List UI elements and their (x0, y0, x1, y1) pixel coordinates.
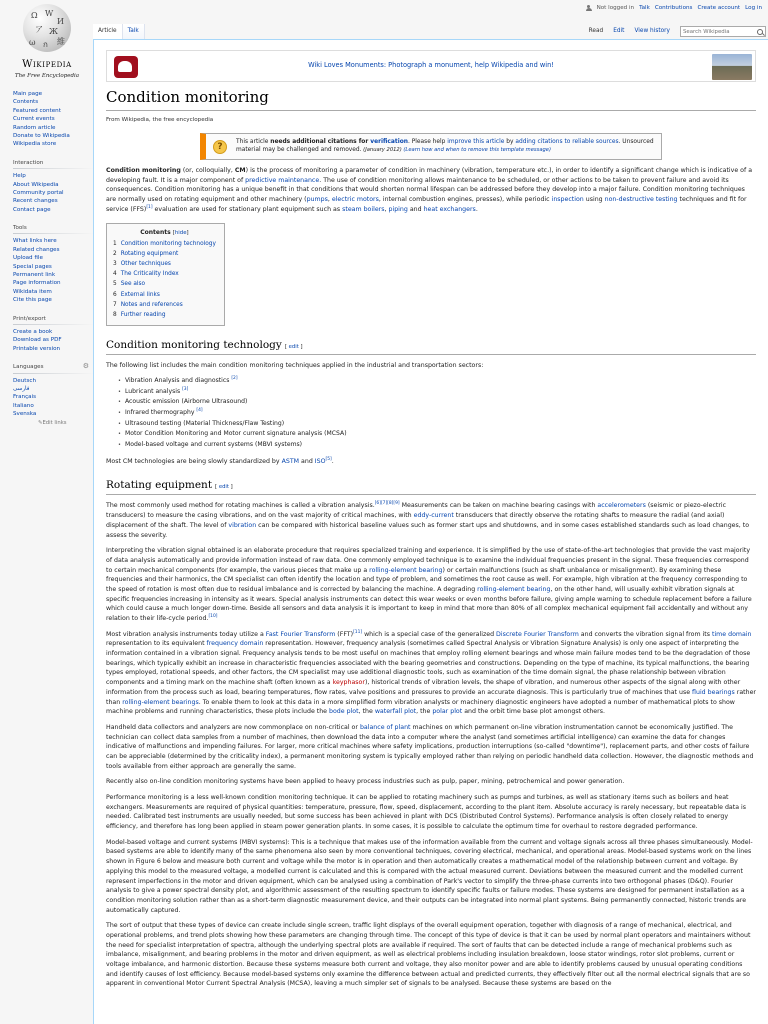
text: , (384, 205, 389, 213)
pencil-icon: ✎ (38, 419, 43, 426)
not-logged-in-label: Not logged in (596, 5, 635, 11)
list-item (118, 408, 756, 419)
section-title: Rotating equipment (106, 479, 213, 492)
text: ), historical trends of vibration levels, the shape of vibration, and numerous other aspects of the signal along with other information from the process such as load, bearing temperatures, flow rates, valve positions and pressures to provide an accurate diagnosis. This is particularly true of machines that use (106, 679, 741, 696)
toc-item[interactable] (113, 259, 216, 269)
section-edit[interactable]: [ edit ] (284, 344, 303, 351)
accelerometers-link[interactable]: accelerometers (597, 502, 646, 510)
sidebar-item-help[interactable]: Help (13, 173, 26, 180)
rotating-paragraph-6: Performance monitoring is a less well-known condition monitoring technique. It can be applied to rotating machinery such as pumps and turbines, as well as stationary items such as boilers and heat exchangers. Measurements are required of physical quantities: temperature, pressure, flow, speed, displacement, according to the plant item. Absolute accuracy is rarely necessary, but repeatable data is needed. Calibrated test instruments are usually needed, but some success has been achieved in plant with DCS (Distributed Control Systems). Performance analysis is often closely related to energy efficiency, and therefore has long been applied in steam power generation plants. In some cases, it is possible to calculate the optimum time for overhaul to restore degraded performance. (106, 794, 747, 831)
sidebar-item-permanent-link[interactable]: Permanent link (13, 272, 56, 279)
section-lead: The following list includes the main condition monitoring techniques applied in the industrial and transportation sectors: (106, 362, 484, 370)
sidebar-item-main-page[interactable]: Main page (13, 91, 43, 97)
bold-term: CM (234, 166, 246, 174)
text: (FFT) (335, 630, 354, 638)
text: can be compared with historical baseline values such as former start ups and shutdowns, and in some cases established standards such as load changes, to assess the severity. (106, 521, 750, 539)
text: Interpreting the vibration signal obtained is an elaborate procedure that requires specialized training and experience. It is simplified by the use of state-of-the-art technologies that provide the vast majority of data analysis automatically and provide information instead of raw data. One commonly employed technique is to examine the individual frequencies present in the signal. These frequencies correspond to certain mechanical components (for example, the various pieces that make up a (106, 547, 751, 574)
notice-text: by (504, 138, 516, 145)
piping-link[interactable]: piping (388, 205, 408, 213)
eddy-current-link[interactable]: eddy-current (413, 512, 454, 520)
print-export-heading: Print/export (13, 315, 94, 325)
list-item (118, 376, 756, 387)
sidebar-item-what-links-here[interactable]: What links here (13, 238, 57, 245)
section-title: Condition monitoring technology (106, 339, 282, 352)
list-item-text: Vibration Analysis and diagnostics (124, 376, 230, 384)
languages-heading-label: Languages (13, 364, 44, 371)
toc-number: 6 (113, 291, 117, 298)
sidebar-item-download-pdf[interactable]: Download as PDF (13, 337, 62, 344)
user-icon (586, 5, 592, 11)
steam-boilers-link[interactable]: steam boilers (342, 205, 385, 213)
toc-link[interactable]: Other techniques (120, 261, 171, 268)
sidebar-navigation (13, 90, 94, 149)
text: using (583, 196, 605, 204)
time-domain-link[interactable]: time domain (712, 630, 752, 638)
text: , internal combustion engines, presses), while periodic (378, 196, 552, 204)
text: machines on which permanent on-line vibration instrumentation cannot be economically justified. The technician can collect data samples from a number of machines, then download the data into a computer where the analyst (and sometimes artificial intelligence) can examine the data for changes indicative of malfunctions and impending failures. For larger, more critical machines where safety implications, production interruptions (so-called "downtime"), replacement parts, and other costs of failure can be appreciable (determined by the criticality index), a permanent monitoring system is typically employed rather than relying on periodic handheld data collection. However, the diagnostic methods and tools available from either approach are generally the same. (106, 723, 754, 770)
text: techniques and fit for service (FFS) (106, 196, 747, 213)
search-box (680, 26, 766, 37)
reference-link[interactable]: [1] (146, 204, 153, 210)
pumps-link[interactable]: pumps (306, 196, 328, 204)
tab-read[interactable]: Read (588, 28, 604, 34)
sidebar-item-page-information[interactable]: Page information (13, 280, 61, 287)
text: , the (416, 708, 433, 716)
sidebar-item-special-pages[interactable]: Special pages (13, 263, 52, 270)
toc-hide-link[interactable]: hide (174, 230, 187, 237)
tab-view-history[interactable]: View history (634, 28, 670, 34)
sidebar-item-featured-content[interactable]: Featured content (13, 107, 61, 114)
reference-link[interactable]: [10] (208, 613, 218, 619)
language-svenska[interactable]: Svenska (13, 411, 37, 418)
toc-number: 3 (113, 261, 117, 268)
text: , on the other hand, will usually exhibit vibration signals at specific frequencies increasing in intensity as it wears. Special analysis instruments can detect this wear weeks or even months before failure, giving ample warning to schedule replacement before a failure which could cause a much longer down-time. Beside all sensors and data analysis it is important to keep in mind that more than 80% of all complex mechanical equipment fail accidentally and without any relation to their life-cycle period. (106, 585, 752, 623)
text: Most vibration analysis instruments today utilize a (106, 630, 266, 638)
list-item (118, 387, 756, 398)
bold-term: Condition monitoring (106, 166, 181, 174)
globe-icon: Ω W И ア Ж ω ก 維 (23, 4, 71, 52)
notice-text: . Please help (407, 138, 448, 145)
list-item (118, 429, 756, 440)
list-item-text: Lubricant analysis (124, 387, 181, 395)
rotating-paragraph-5: Recently also on-line condition monitoring systems have been applied to heavy process industries such as pulp, paper, mining, petrochemical and power generation. (106, 778, 625, 786)
text: . To enable them to look at this data in a more simplified form vibration analysts or machinery diagnostic engineers have adopted a number of mathematical plots to show machine problems and running characteristics, these plots include the (106, 698, 735, 716)
rotating-paragraph-3 (106, 630, 756, 717)
gear-icon[interactable]: ⚙ (82, 362, 89, 371)
rotating-paragraph-8: The sort of output that these types of device can create include single screen, traffic light displays of the overall equipment operation, together with diagnosis of a range of mechanical, electrical, and operational problems, and trend plots showing how these parameters are changing through time. The concept of this type of device is that it can be used by normal plant operators and maintainers without the need for specialist interpretation of spectra, although the underlying spectral plots are available if required. The sort of faults that can be detected include a range of mechanical problems such as imbalance, misalignment, and bearing problems in the motor and driven equipment, as well as electrical problems including insulation breakdown, loose stator windings, rotor slot problems, current or voltage imbalance, and harmonic distortion. Because these systems measure both current and voltage, they also monitor power and are able to identify problems caused by unusual operating conditions and identify causes of lost efficiency. Because model-based systems only examine the difference between actual and predicted currents, they effectively filter out all the normal electrical signals that are so apparent in conventional Motor Current Spectral Analysis (MCSA), leaving a much simpler set of signals to be analysed. Because these systems are based on the (106, 922, 751, 988)
toc-link[interactable]: Further reading (120, 311, 166, 318)
section-edit-link[interactable]: edit (218, 484, 229, 491)
reference-link[interactable]: [3] (182, 386, 189, 392)
toc-title-label: Contents (140, 229, 171, 237)
text: representation to its equivalent (106, 640, 207, 648)
text: and the orbit time base plot amongst others. (462, 708, 605, 716)
sidebar-item-create-book[interactable]: Create a book (13, 328, 53, 335)
reference-link[interactable]: [11] (353, 629, 363, 635)
sidebar-item-contact[interactable]: Contact page (13, 206, 51, 213)
sidebar-item-donate[interactable]: Donate to Wikipedia (13, 132, 70, 139)
text: , (327, 196, 332, 204)
sidebar-interaction (13, 159, 94, 214)
page-title: Condition monitoring (106, 87, 756, 111)
toc-item[interactable] (113, 300, 216, 310)
rotating-paragraph-4 (106, 723, 756, 771)
question-book-icon: ? (213, 140, 227, 154)
toc-number: 7 (113, 301, 117, 308)
notice-text: This article (236, 138, 271, 145)
contributions-link[interactable]: Contributions (654, 5, 693, 11)
astm-link[interactable]: ASTM (281, 457, 300, 465)
fft-link[interactable]: Fast Fourier Transform (265, 630, 336, 638)
sidebar-item-recent-changes[interactable]: Recent changes (13, 198, 58, 205)
toc-number: 1 (113, 240, 117, 247)
rolling-element-bearing-link[interactable]: rolling-element bearing (477, 585, 551, 593)
banner-text[interactable]: Wiki Loves Monuments: Photograph a monument, help Wikipedia and win! (308, 61, 554, 70)
inspection-link[interactable]: inspection (551, 196, 584, 204)
verification-link[interactable]: verification (370, 138, 408, 145)
toc-hide-toggle[interactable]: [hide] (172, 230, 189, 237)
section-heading (106, 338, 756, 355)
adding-citations-link[interactable]: adding citations to reliable sources (515, 138, 619, 145)
toc-title (113, 228, 216, 239)
toc-link[interactable]: Condition monitoring technology (120, 240, 216, 247)
keyphasor-link[interactable]: keyphasor (332, 679, 365, 687)
text: . (475, 205, 478, 213)
language-francais[interactable]: Français (13, 394, 37, 401)
create-account-link[interactable]: Create account (697, 5, 741, 11)
list-item-text: Motor Condition Monitoring and Motor current signature analysis (MCSA) (124, 430, 347, 438)
dft-link[interactable]: Discrete Fourier Transform (496, 630, 579, 638)
language-farsi[interactable]: فارسی (13, 385, 30, 392)
text: ) or certain malfunctions (such as shaft unbalance or misalignment). By examining these frequencies and their harmonics, the CM specialist can often identify the location and type of problem, and sometimes the root cause as well. For example, high vibration at the frequency corresponding to the speed of rotation is most often due to residual imbalance and is corrected by balancing the machine. A degrading (106, 566, 748, 593)
toc-item[interactable] (113, 249, 216, 259)
learn-remove-link[interactable]: (Learn how and when to remove this template message) (403, 147, 552, 154)
sidebar-item-printable-version[interactable]: Printable version (13, 345, 61, 352)
text: rather than (106, 688, 756, 706)
rotating-paragraph-1 (106, 501, 756, 540)
namespace-tabs (93, 24, 145, 39)
fluid-bearings-link[interactable]: fluid bearings (692, 688, 735, 696)
view-tabs (584, 24, 766, 39)
edit-links[interactable] (13, 420, 94, 428)
section-edit-link[interactable]: edit (288, 344, 299, 351)
intro-paragraph (106, 166, 756, 214)
sidebar-languages (13, 363, 94, 427)
tab-talk[interactable]: Talk (123, 24, 145, 39)
talk-link[interactable]: Talk (639, 5, 650, 11)
toc-item[interactable] (113, 239, 216, 249)
rolling-element-bearing-link[interactable]: rolling-element bearing (369, 566, 443, 574)
technique-list (118, 376, 756, 451)
logo-wordmark: Wikipedia (22, 59, 72, 70)
text: ) is the process of monitoring a parameter of condition in machinery (vibration, temperature etc.), in order to identify a significant change which is indicative of a developing fault. It is a major component of (106, 166, 753, 184)
list-item (118, 397, 756, 408)
reference-link[interactable]: [2] (231, 375, 238, 381)
language-deutsch[interactable]: Deutsch (13, 377, 37, 384)
language-italiano[interactable]: Italiano (13, 402, 34, 409)
sidebar-item-cite-page[interactable]: Cite this page (13, 297, 52, 304)
waterfall-plot-link[interactable]: waterfall plot (374, 708, 417, 716)
wikipedia-logo[interactable] (0, 0, 94, 90)
text: Measurements can be taken on machine bearing casings with (399, 502, 598, 510)
electric-motors-link[interactable]: electric motors (331, 196, 379, 204)
site-subtitle: From Wikipedia, the free encyclopedia (106, 116, 214, 123)
list-item (118, 440, 756, 451)
text: evaluation are used for stationary plant equipment such as (152, 205, 343, 213)
toc-number: 5 (113, 281, 117, 288)
sidebar-item-related-changes[interactable]: Related changes (13, 246, 60, 253)
text: transducers that directly observe the rotating shafts to measure the radial (and axial) displacement of the shaft. The level of (106, 512, 725, 529)
text: Most CM technologies are being slowly standardized by (106, 457, 282, 465)
edit-links-label: Edit links (42, 419, 67, 426)
toc-link[interactable]: Rotating equipment (120, 251, 179, 258)
text: and (299, 457, 315, 465)
toc-item[interactable] (113, 269, 216, 279)
search-icon[interactable] (757, 29, 763, 35)
toc-number: 2 (113, 251, 117, 258)
text: representation. However, frequency analysis (sometimes called Spectral Analysis or Vibration Signature Analysis) is only one aspect of interpreting the information contained in a vibration signal. Frequency analysis tends to be most useful on machines that employ rolling element bearings and whose main failure modes tend to be the degradation of those bearings, which typically exhibit an increase in characteristic frequencies associated with the bearing geometries and constructions. Depending on the type of machine, its typical malfunctions, the bearing types employed, rotational speeds, and other factors, the CM specialist may use additional diagnostic tools, such as examination of the time domain signal, the phase relationship between vibration components and a timing mark on the machine shaft (often known as a (106, 640, 751, 687)
tab-article[interactable]: Article (93, 24, 123, 39)
text: , the (358, 708, 375, 716)
text: which is a special case of the generalized (362, 630, 497, 638)
text: . (331, 457, 334, 465)
section-edit[interactable]: [ edit ] (215, 484, 233, 491)
predictive-maintenance-link[interactable]: predictive maintenance (245, 176, 320, 184)
rotating-paragraph-2 (106, 546, 756, 624)
content-area (93, 39, 768, 1024)
sidebar-item-wikidata-item[interactable]: Wikidata item (13, 288, 52, 295)
sidebar-item-upload-file[interactable]: Upload file (13, 255, 43, 262)
text: and converts the vibration signal from its (578, 630, 712, 638)
sidebar-item-community-portal[interactable]: Community portal (13, 189, 64, 196)
languages-heading (13, 363, 94, 373)
notice-bold: needs additional citations for (270, 138, 371, 145)
sidebar-item-about[interactable]: About Wikipedia (13, 181, 59, 188)
toc-link[interactable]: The Criticality Index (120, 271, 179, 278)
text: The most commonly used method for rotating machines is called a vibration analysis. (106, 502, 375, 510)
sidebar-item-current-events[interactable]: Current events (13, 116, 55, 123)
reference-link[interactable]: [5] (325, 456, 332, 462)
toc-number: 4 (113, 271, 117, 278)
table-of-contents (106, 223, 225, 326)
monument-photo (712, 54, 752, 80)
toc-link[interactable]: See also (120, 281, 146, 288)
text: Handheld data collectors and analyzers are now commonplace on non-critical or (106, 723, 360, 731)
sidebar-item-random-article[interactable]: Random article (13, 124, 56, 131)
rolling-element-bearings-link[interactable]: rolling-element bearings (122, 698, 199, 706)
list-item (118, 419, 756, 430)
bode-plot-link[interactable]: bode plot (329, 708, 359, 716)
text: (seismic or piezo-electric transducers) to measure the casing vibrations, and on the vast majority of critical machines, with (106, 502, 727, 520)
login-link[interactable]: Log in (745, 5, 762, 11)
site-notice-banner[interactable] (106, 50, 756, 82)
notice-date: (January 2012) (361, 147, 404, 154)
toc-number: 8 (113, 311, 117, 318)
list-item-text: Acoustic emission (Airborne Ultrasound) (124, 398, 248, 406)
personal-toolbar (586, 4, 762, 12)
text: and (407, 205, 424, 213)
list-item-text: Infrared thermography (124, 408, 195, 416)
reference-link[interactable]: [6][7][8][9] (374, 501, 400, 507)
notice-text: . Unsourced material may be challenged and removed. (236, 138, 654, 154)
frequency-domain-link[interactable]: frequency domain (206, 640, 264, 648)
reference-link[interactable]: [4] (196, 407, 203, 413)
citation-notice (200, 133, 662, 160)
toc-link[interactable]: External links (120, 291, 160, 298)
text: . The use of condition monitoring allows maintenance to be scheduled, or other actions to be taken to prevent failure and avoid its consequences. Condition monitoring has a unique benefit in that conditions that would shorten normal lifespan can be addressed before they develop into a major failure. Condition monitoring techniques are normally used on rotating equipment and other machinery ( (106, 176, 745, 204)
list-item-text: Ultrasound testing (Material Thickness/Flaw Testing) (124, 419, 285, 427)
improve-article-link[interactable]: improve this article (447, 138, 505, 145)
vibration-link[interactable]: vibration (228, 521, 257, 529)
polar-plot-link[interactable]: polar plot (432, 708, 463, 716)
interaction-heading: Interaction (13, 159, 94, 169)
toc-item[interactable] (113, 290, 216, 300)
wiki-loves-monuments-logo (114, 56, 138, 78)
balance-of-plant-link[interactable]: balance of plant (359, 723, 411, 731)
sidebar-item-store[interactable]: Wikipedia store (13, 141, 57, 148)
tools-heading: Tools (13, 224, 94, 234)
heat-exchangers-link[interactable]: heat exchangers (423, 205, 476, 213)
iso-link[interactable]: ISO (314, 457, 326, 465)
non-destructive-testing-link[interactable]: non-destructive testing (604, 196, 678, 204)
text: (or, colloquially, (180, 166, 235, 174)
toc-link[interactable]: Notes and references (120, 301, 183, 308)
sidebar-tools (13, 224, 94, 305)
section-heading (106, 478, 756, 495)
rotating-paragraph-7: Model-based voltage and current systems (MBVI systems): This is a technique that makes use of the information available from the current and voltage signals across all three phases simultaneously. Model-based systems are able to identify many of the same phenomena also seen by more conventional techniques, covering electrical, mechanical, and operational areas. Model-based systems work on the lines shown in Figure 6 below and measure both current and voltage while the motor is in operation and then automatically creates a mathematical model of the relationship between current and voltage. By applying this model to the measured voltage, a modelled current is calculated and this is compared with the actual measured current. Deviations between the measured current and the modelled current represent imperfections in the motor and driven equipment, which can be analysed using a combination of Park's vector to simplify the three-phase currents into two orthogonal phases (D&Q). Fourier analysis to give a power spectral density plot, and algorithmic assessment of the resulting spectrum to identify specific faults or failure modes. These systems are designed for permanent installation as a condition monitoring solution rather than as a short-term diagnostic measurement device, and their outputs can be integrated into normal plant systems. Being permanently connected, historic trends are automatically captured. (106, 838, 753, 914)
sidebar-print-export (13, 315, 94, 354)
toc-item[interactable] (113, 279, 216, 289)
toc-item[interactable] (113, 310, 216, 320)
logo-tagline: The Free Encyclopedia (14, 72, 80, 79)
tab-edit[interactable]: Edit (613, 28, 625, 34)
sidebar-item-contents[interactable]: Contents (13, 99, 39, 106)
search-input[interactable] (681, 29, 757, 35)
sidebar (0, 90, 94, 437)
list-item-text: Model-based voltage and current systems (MBVI systems) (124, 440, 303, 448)
standards-paragraph (106, 457, 756, 467)
